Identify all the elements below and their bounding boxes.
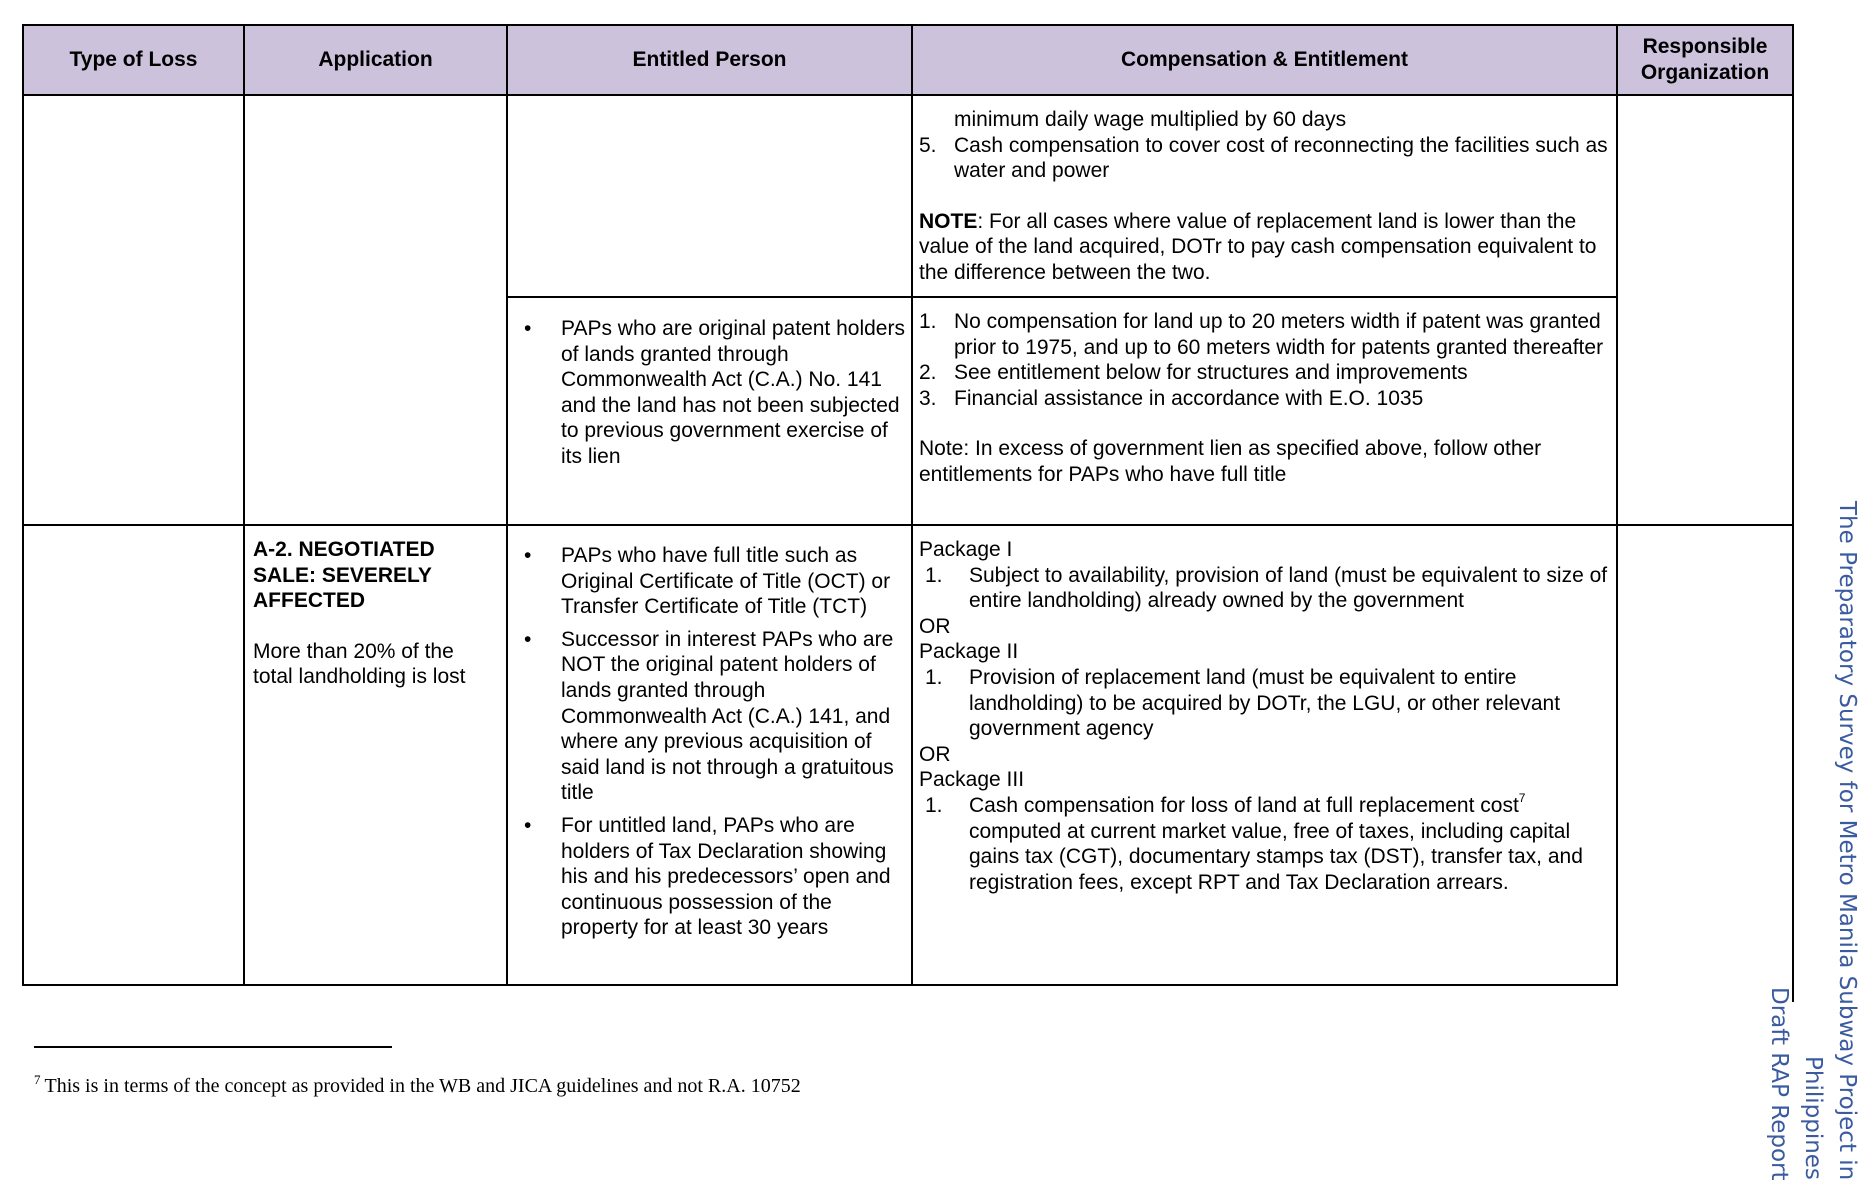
compensation-item: 2. See entitlement below for structures and improvements	[919, 361, 1468, 385]
header-entitled-person: Entitled Person	[506, 24, 913, 96]
table-border-left	[22, 96, 24, 986]
column-divider	[1616, 96, 1618, 986]
row1-compensation-cell	[919, 107, 1609, 286]
column-divider	[506, 96, 508, 986]
footnote-text: This is in terms of the concept as provided in the WB and JICA guidelines and not R.A. 10752	[44, 1075, 801, 1097]
row-divider	[22, 524, 1794, 526]
header-application: Application	[243, 24, 508, 96]
or-separator: OR	[919, 614, 951, 638]
package-item: 1. Cash compensation for loss of land at full replacement cost$^7$ computed at current market value, free of taxes, including capital gains tax (CGT), documentary stamps tax (DST), transfer tax, and registration fees, except RPT and Tax Declaration arrears.	[925, 790, 1583, 894]
package-label: Package III	[919, 768, 1025, 792]
row2-entitled-person-cell	[516, 316, 906, 477]
compensation-continued-line: minimum daily wage multiplied by 60 days	[954, 108, 1347, 131]
header-compensation: Compensation & Entitlement	[911, 24, 1618, 96]
entitled-person-item: • Successor in interest PAPs who are NOT the original patent holders of lands granted through Commonwealth Act (C.A.) 141, and where any previous acquisition of said land is not through a gratuitous title	[524, 627, 894, 805]
entitled-person-item: • For untitled land, PAPs who are holders of Tax Declaration showing his and his predecessors’ open and continuous possession of the property for at least 30 years	[524, 813, 891, 940]
compensation-item: 5. Cash compensation to cover cost of reconnecting the facilities such as water and power	[919, 133, 1608, 183]
entitlement-table	[22, 24, 1798, 986]
side-header-title: The Preparatory Survey for Metro Manila Subway Project in Philippines	[1800, 500, 1860, 1180]
note-paragraph: Note: In excess of government lien as specified above, follow other entitlements for PAPs who have full title	[919, 437, 1542, 486]
table-border-bottom	[22, 984, 1618, 986]
footnote-separator	[34, 1046, 392, 1048]
entitled-person-item: • PAPs who are original patent holders of lands granted through Commonwealth Act (C.A.) No. 141 and the land has not been subjected to previous government exercise of its lien	[524, 317, 905, 468]
footnote	[34, 1074, 1534, 1100]
application-description: More than 20% of the total landholding is lost	[253, 639, 466, 689]
row3-compensation-cell	[919, 537, 1609, 895]
footnote-reference[interactable]: 7	[1518, 790, 1526, 805]
column-divider	[911, 96, 913, 986]
package-item: 1. Subject to availability, provision of land (must be equivalent to size of entire landholding) already owned by the government	[925, 563, 1608, 613]
row-divider	[506, 296, 1618, 298]
note-paragraph: NOTE: For all cases where value of replacement land is lower than the value of the land acquired, DOTr to pay cash compensation equivalent to the difference between the two.	[919, 209, 1597, 284]
compensation-item: 3. Financial assistance in accordance with E.O. 1035	[919, 386, 1424, 410]
package-item: 1. Provision of replacement land (must be equivalent to entire landholding) to be acquired by DOTr, the LGU, or other relevant government agency	[925, 665, 1561, 741]
row2-compensation-cell	[919, 309, 1609, 488]
header-type-of-loss: Type of Loss	[22, 24, 245, 96]
application-title: A-2. NEGOTIATED SALE: SEVERELY AFFECTED	[253, 538, 435, 613]
compensation-item: 1. No compensation for land up to 20 meters width if patent was granted prior to 1975, and up to 60 meters width for patents granted thereafter	[919, 310, 1604, 359]
row3-entitled-person-cell	[516, 543, 908, 948]
or-separator: OR	[919, 742, 951, 766]
side-running-header	[1766, 380, 1864, 1180]
column-divider	[243, 96, 245, 986]
header-responsible-org: Responsible Organization	[1616, 24, 1794, 96]
side-header-subtitle: Draft RAP Report	[1766, 986, 1792, 1180]
package-label: Package II	[919, 640, 1019, 664]
footnote-number: 7	[34, 1072, 41, 1087]
entitled-person-item: • PAPs who have full title such as Original Certificate of Title (OCT) or Transfer Certificate of Title (TCT)	[524, 544, 891, 619]
row3-application-cell	[253, 537, 498, 690]
package-label: Package I	[919, 538, 1013, 561]
